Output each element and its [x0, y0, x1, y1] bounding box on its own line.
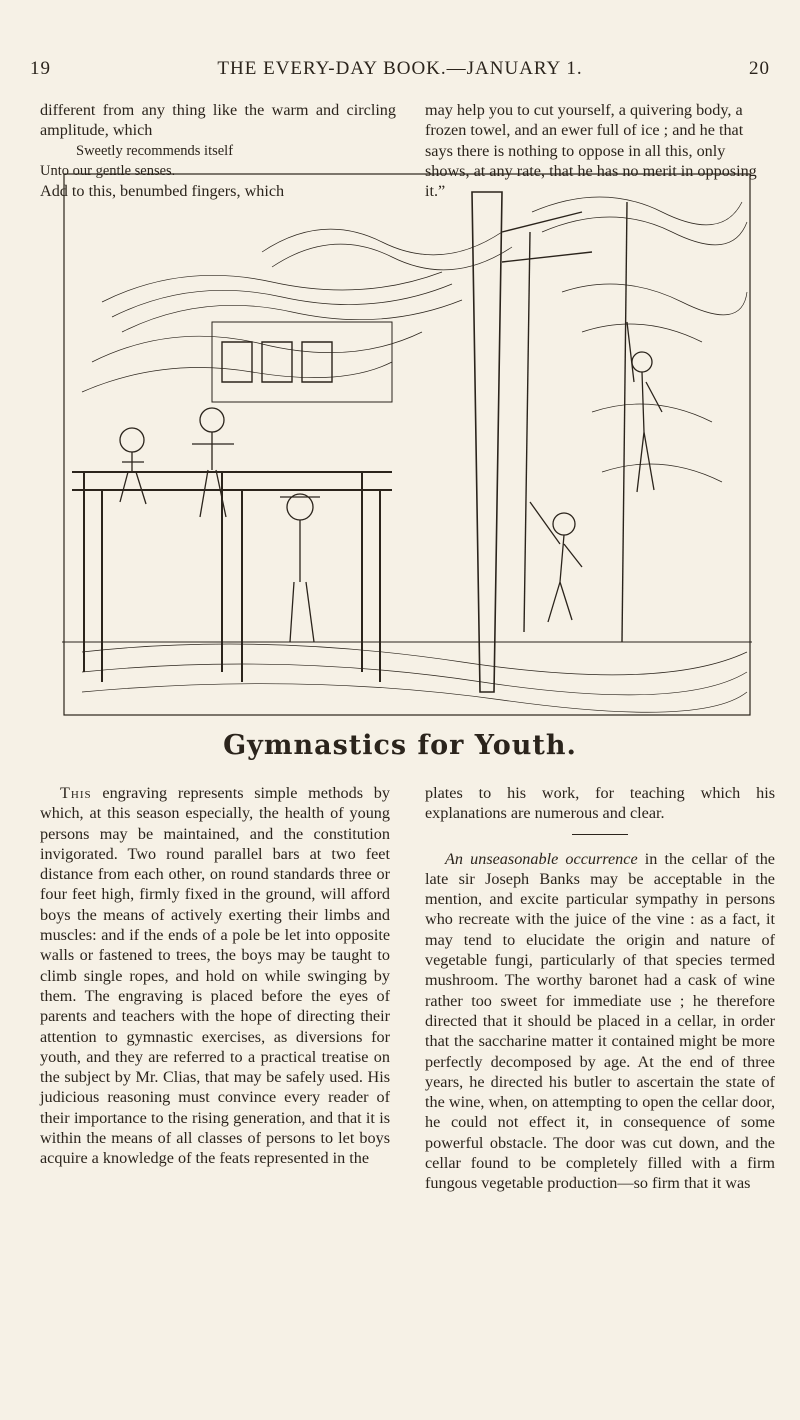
top-right-text: may help you to cut yourself, a quivering body, a frozen towel, and an ewer full of ice ; and he that says there is nothing to oppose in all this, only shows, at any rate, that he has no merit in opposing it.”	[425, 101, 757, 201]
body-left-paragraph	[40, 783, 390, 1169]
lead-word: This	[60, 784, 92, 802]
engraving-illustration	[62, 172, 752, 717]
engraving-border	[64, 174, 750, 715]
body-right-paragraph	[425, 849, 775, 1194]
section-title: Gymnastics for Youth.	[223, 730, 577, 761]
italic-lead: An unseasonable occurrence	[445, 849, 638, 868]
page-number-left: 19	[30, 58, 51, 79]
body-right-text-1: plates to his work, for teaching which his explanations are numerous and clear.	[425, 784, 775, 823]
body-right-column	[425, 783, 775, 1194]
running-title: THE EVERY-DAY BOOK.—JANUARY 1.	[217, 58, 583, 79]
top-left-text: different from any thing like the warm and circling amplitude, which	[40, 101, 396, 140]
verse-line-2: Unto our gentle senses.	[40, 162, 176, 179]
climbing-rope	[524, 232, 530, 632]
body-right-text-2: in the cellar of the late sir Joseph Banks may be acceptable in the mention, and excite particular sympathy in persons who recreate with the juice of the vine : as a fact, it may tend to elucidate the origin and nature of vegetable fungi, particularly of that species termed mushroom. The worthy baronet had a cask of wine rather too sweet for immediate use ; he therefore directed that it should be placed in a cellar, in order that the saccharine matter it contained might be more perfectly decomposed by age. At the end of three years, he directed his butler to ascertain the state of the wine, when, on attempting to open the cellar door, he could not effect it, in consequence of some powerful obstacle. The door was cut down, and the cellar found to be completely filled with a firm fungous vegetable production—so firm that it was	[425, 849, 775, 1193]
top-left-text-2: Add to this, benumbed fingers, which	[40, 182, 285, 201]
running-header	[30, 58, 770, 84]
rope-right	[622, 202, 627, 642]
body-left-column	[40, 783, 390, 1169]
body-left-text: engraving represents simple methods by which, at this season especially, the health of young persons may be maintained, and the constitution invigorated. Two round parallel bars at two feet distance from each other, on round standards three or four feet high, firmly fixed in the ground, will afford boys the means of actively exerting their limbs and muscles: and if the ends of a pole be let into opposite walls or fastened to trees, the boys may be taught to climb single ropes, and hold on while swinging by them. The engraving is placed before the eyes of parents and teachers with the hope of directing their attention to gymnastic exercises, as diversions for youth, and they are referred to a practical treatise on the subject by Mr. Clias, that may be safely used. His judicious reasoning must convince every reader of their importance to the rising generation, and that it is within the means of all classes of persons to let boys acquire a knowledge of the feats represented in the	[40, 784, 390, 1168]
section-divider	[572, 834, 628, 835]
boy-figures	[120, 322, 662, 642]
tree-trunk	[472, 192, 502, 692]
gymnastics-engraving	[62, 172, 752, 717]
parallel-bars	[72, 472, 392, 682]
page-number-right: 20	[749, 58, 770, 79]
verse-line-1: Sweetly recommends itself	[76, 142, 234, 159]
